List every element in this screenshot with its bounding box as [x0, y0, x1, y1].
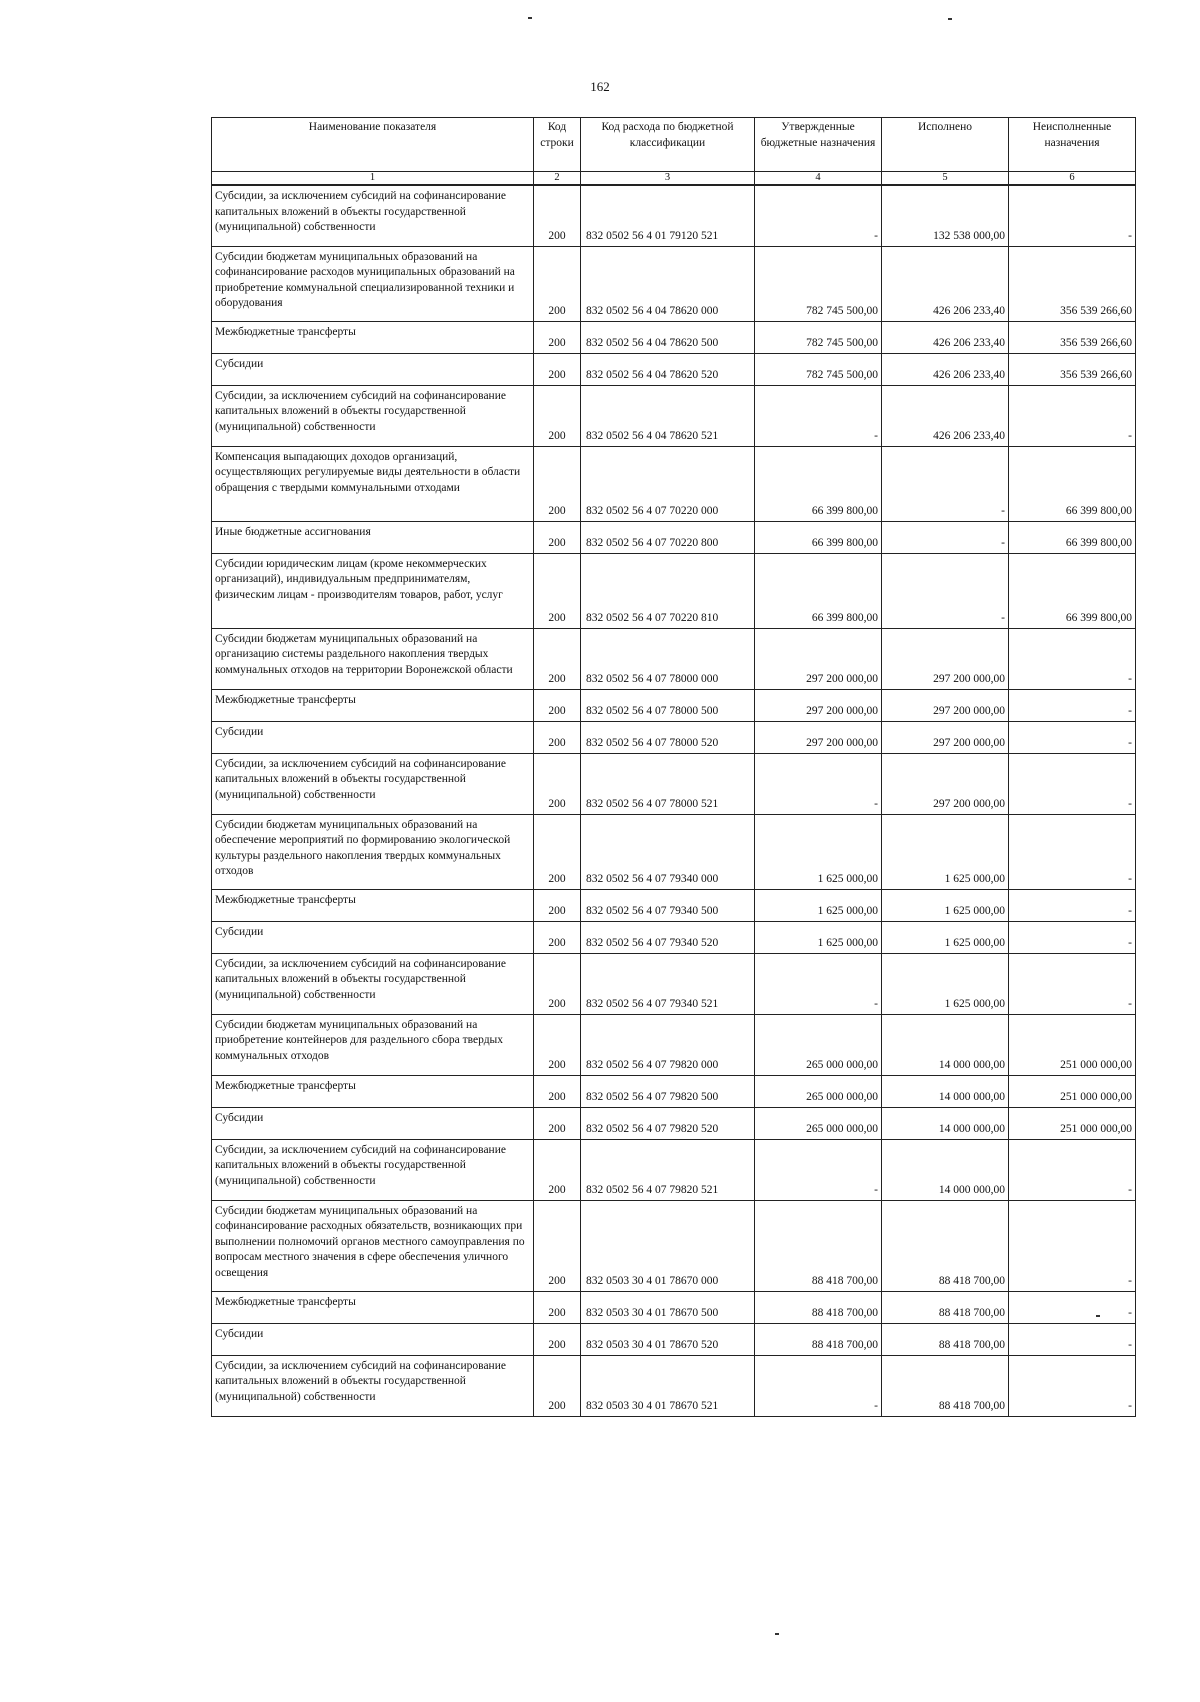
scan-artifact-mark [948, 18, 952, 20]
row-approved: 265 000 000,00 [755, 1075, 882, 1107]
row-line-code: 200 [534, 1107, 581, 1139]
header-line-code: Код строки [534, 118, 581, 172]
row-approved: 297 200 000,00 [755, 628, 882, 689]
table-row [212, 553, 1136, 628]
table-body [212, 185, 1136, 1416]
column-number: 5 [882, 172, 1009, 186]
row-executed: 88 418 700,00 [882, 1200, 1009, 1291]
row-class-code: 832 0502 56 4 07 70220 810 [581, 553, 755, 628]
row-line-code: 200 [534, 321, 581, 353]
row-unexecuted: - [1009, 1200, 1136, 1291]
table-row [212, 521, 1136, 553]
row-unexecuted: - [1009, 1323, 1136, 1355]
row-class-code: 832 0502 56 4 07 78000 521 [581, 753, 755, 814]
table-header-row [212, 118, 1136, 172]
row-name: Субсидии бюджетам муниципальных образований на обеспечение мероприятий по формированию экологической культуры раздельного накопления твердых коммунальных отходов [212, 814, 534, 889]
scan-artifact-mark [528, 17, 532, 19]
row-class-code: 832 0502 56 4 07 79340 000 [581, 814, 755, 889]
table-row [212, 1107, 1136, 1139]
table-row [212, 889, 1136, 921]
row-executed: 426 206 233,40 [882, 246, 1009, 321]
row-unexecuted: 66 399 800,00 [1009, 521, 1136, 553]
table-row [212, 1291, 1136, 1323]
column-number: 2 [534, 172, 581, 186]
row-line-code: 200 [534, 185, 581, 246]
row-line-code: 200 [534, 1139, 581, 1200]
row-line-code: 200 [534, 689, 581, 721]
row-line-code: 200 [534, 1323, 581, 1355]
row-unexecuted: - [1009, 953, 1136, 1014]
row-executed: 297 200 000,00 [882, 628, 1009, 689]
row-name: Субсидии [212, 721, 534, 753]
row-unexecuted: - [1009, 1355, 1136, 1416]
row-approved: - [755, 1139, 882, 1200]
row-line-code: 200 [534, 889, 581, 921]
row-executed: 88 418 700,00 [882, 1323, 1009, 1355]
row-name: Субсидии бюджетам муниципальных образований на организацию системы раздельного накопления твердых коммунальных отходов на территории Воронежской области [212, 628, 534, 689]
column-numbers-row [212, 172, 1136, 186]
row-approved: 782 745 500,00 [755, 353, 882, 385]
row-line-code: 200 [534, 521, 581, 553]
row-unexecuted: - [1009, 385, 1136, 446]
row-class-code: 832 0502 56 4 07 79820 520 [581, 1107, 755, 1139]
row-approved: 88 418 700,00 [755, 1323, 882, 1355]
header-name: Наименование показателя [212, 118, 534, 172]
row-executed: 14 000 000,00 [882, 1014, 1009, 1075]
row-executed: 14 000 000,00 [882, 1107, 1009, 1139]
row-unexecuted: - [1009, 721, 1136, 753]
row-class-code: 832 0502 56 4 07 79340 521 [581, 953, 755, 1014]
row-approved: 1 625 000,00 [755, 814, 882, 889]
row-line-code: 200 [534, 1355, 581, 1416]
row-unexecuted: 251 000 000,00 [1009, 1107, 1136, 1139]
row-class-code: 832 0503 30 4 01 78670 521 [581, 1355, 755, 1416]
row-executed: - [882, 553, 1009, 628]
row-line-code: 200 [534, 721, 581, 753]
row-executed: 1 625 000,00 [882, 921, 1009, 953]
row-approved: 1 625 000,00 [755, 921, 882, 953]
row-name: Субсидии [212, 353, 534, 385]
table-row [212, 689, 1136, 721]
header-executed: Исполнено [882, 118, 1009, 172]
row-line-code: 200 [534, 1014, 581, 1075]
row-line-code: 200 [534, 1291, 581, 1323]
row-class-code: 832 0502 56 4 01 79120 521 [581, 185, 755, 246]
row-approved: 66 399 800,00 [755, 446, 882, 521]
row-name: Субсидии бюджетам муниципальных образований на софинансирование расходных обязательств, возникающих при выполнении полномочий органов местного самоуправления по вопросам местного значения в сфере обеспечения уличного освещения [212, 1200, 534, 1291]
row-class-code: 832 0502 56 4 07 79340 520 [581, 921, 755, 953]
row-name: Субсидии, за исключением субсидий на софинансирование капитальных вложений в объекты государственной (муниципальной) собственности [212, 953, 534, 1014]
row-executed: 297 200 000,00 [882, 689, 1009, 721]
row-line-code: 200 [534, 385, 581, 446]
row-class-code: 832 0502 56 4 07 78000 520 [581, 721, 755, 753]
row-name: Субсидии, за исключением субсидий на софинансирование капитальных вложений в объекты государственной (муниципальной) собственности [212, 1139, 534, 1200]
row-line-code: 200 [534, 953, 581, 1014]
table-row [212, 1014, 1136, 1075]
row-unexecuted: 356 539 266,60 [1009, 246, 1136, 321]
row-unexecuted: 251 000 000,00 [1009, 1014, 1136, 1075]
header-unexecuted: Неисполненные назначения [1009, 118, 1136, 172]
table-row [212, 446, 1136, 521]
row-unexecuted: 356 539 266,60 [1009, 353, 1136, 385]
row-executed: 14 000 000,00 [882, 1139, 1009, 1200]
row-line-code: 200 [534, 1075, 581, 1107]
row-line-code: 200 [534, 353, 581, 385]
row-executed: 297 200 000,00 [882, 753, 1009, 814]
row-executed: 426 206 233,40 [882, 353, 1009, 385]
row-name: Субсидии, за исключением субсидий на софинансирование капитальных вложений в объекты государственной (муниципальной) собственности [212, 385, 534, 446]
row-class-code: 832 0502 56 4 07 79340 500 [581, 889, 755, 921]
row-name: Межбюджетные трансферты [212, 689, 534, 721]
column-number: 6 [1009, 172, 1136, 186]
row-class-code: 832 0502 56 4 04 78620 521 [581, 385, 755, 446]
row-executed: 1 625 000,00 [882, 889, 1009, 921]
row-approved: 66 399 800,00 [755, 521, 882, 553]
row-class-code: 832 0502 56 4 07 70220 800 [581, 521, 755, 553]
row-unexecuted: 356 539 266,60 [1009, 321, 1136, 353]
row-unexecuted: 66 399 800,00 [1009, 446, 1136, 521]
row-line-code: 200 [534, 628, 581, 689]
row-unexecuted: - [1009, 889, 1136, 921]
row-approved: - [755, 385, 882, 446]
row-name: Иные бюджетные ассигнования [212, 521, 534, 553]
row-approved: 88 418 700,00 [755, 1200, 882, 1291]
table-row [212, 353, 1136, 385]
row-class-code: 832 0502 56 4 07 70220 000 [581, 446, 755, 521]
row-executed: 297 200 000,00 [882, 721, 1009, 753]
row-unexecuted: - [1009, 814, 1136, 889]
table-row [212, 1200, 1136, 1291]
row-unexecuted: 66 399 800,00 [1009, 553, 1136, 628]
row-unexecuted: - [1009, 628, 1136, 689]
table-row [212, 185, 1136, 246]
scan-artifact-mark [775, 1633, 779, 1635]
row-executed: 14 000 000,00 [882, 1075, 1009, 1107]
row-class-code: 832 0502 56 4 07 78000 000 [581, 628, 755, 689]
row-class-code: 832 0502 56 4 04 78620 520 [581, 353, 755, 385]
page-number: 162 [590, 79, 610, 94]
row-executed: - [882, 521, 1009, 553]
row-approved: 297 200 000,00 [755, 721, 882, 753]
row-unexecuted: - [1009, 1139, 1136, 1200]
row-approved: 782 745 500,00 [755, 246, 882, 321]
row-unexecuted: - [1009, 185, 1136, 246]
table-row [212, 385, 1136, 446]
row-line-code: 200 [534, 753, 581, 814]
column-number: 1 [212, 172, 534, 186]
row-executed: - [882, 446, 1009, 521]
table-row [212, 321, 1136, 353]
row-name: Субсидии [212, 1107, 534, 1139]
row-approved: - [755, 953, 882, 1014]
row-executed: 88 418 700,00 [882, 1355, 1009, 1416]
row-name: Субсидии бюджетам муниципальных образований на приобретение контейнеров для раздельного сбора твердых коммунальных отходов [212, 1014, 534, 1075]
row-class-code: 832 0503 30 4 01 78670 520 [581, 1323, 755, 1355]
row-name: Компенсация выпадающих доходов организаций, осуществляющих регулируемые виды деятельности в области обращения с твердыми коммунальными отходами [212, 446, 534, 521]
row-name: Субсидии, за исключением субсидий на софинансирование капитальных вложений в объекты государственной (муниципальной) собственности [212, 185, 534, 246]
budget-report-table [211, 117, 1136, 1417]
table-row [212, 814, 1136, 889]
row-executed: 1 625 000,00 [882, 953, 1009, 1014]
row-approved: 265 000 000,00 [755, 1107, 882, 1139]
table-row [212, 953, 1136, 1014]
table-row [212, 246, 1136, 321]
table-row [212, 753, 1136, 814]
row-class-code: 832 0502 56 4 07 79820 000 [581, 1014, 755, 1075]
header-class-code: Код расхода по бюджетной классификации [581, 118, 755, 172]
table-row [212, 628, 1136, 689]
row-line-code: 200 [534, 921, 581, 953]
row-name: Субсидии, за исключением субсидий на софинансирование капитальных вложений в объекты государственной (муниципальной) собственности [212, 753, 534, 814]
row-executed: 426 206 233,40 [882, 385, 1009, 446]
row-class-code: 832 0502 56 4 04 78620 500 [581, 321, 755, 353]
row-approved: 297 200 000,00 [755, 689, 882, 721]
row-name: Межбюджетные трансферты [212, 321, 534, 353]
column-number: 3 [581, 172, 755, 186]
row-unexecuted: - [1009, 753, 1136, 814]
row-class-code: 832 0503 30 4 01 78670 500 [581, 1291, 755, 1323]
header-approved: Утвержденные бюджетные назначения [755, 118, 882, 172]
row-unexecuted: - [1009, 921, 1136, 953]
row-approved: 88 418 700,00 [755, 1291, 882, 1323]
table-row [212, 1323, 1136, 1355]
row-name: Субсидии [212, 921, 534, 953]
row-line-code: 200 [534, 246, 581, 321]
row-executed: 1 625 000,00 [882, 814, 1009, 889]
row-name: Межбюджетные трансферты [212, 889, 534, 921]
row-line-code: 200 [534, 553, 581, 628]
row-unexecuted: - [1009, 1291, 1136, 1323]
row-name: Субсидии [212, 1323, 534, 1355]
row-line-code: 200 [534, 814, 581, 889]
row-executed: 132 538 000,00 [882, 185, 1009, 246]
table-row [212, 1139, 1136, 1200]
row-approved: 66 399 800,00 [755, 553, 882, 628]
column-number: 4 [755, 172, 882, 186]
row-approved: - [755, 1355, 882, 1416]
row-unexecuted: - [1009, 689, 1136, 721]
row-line-code: 200 [534, 446, 581, 521]
row-name: Субсидии, за исключением субсидий на софинансирование капитальных вложений в объекты государственной (муниципальной) собственности [212, 1355, 534, 1416]
row-class-code: 832 0502 56 4 07 79820 521 [581, 1139, 755, 1200]
row-approved: 782 745 500,00 [755, 321, 882, 353]
row-class-code: 832 0502 56 4 04 78620 000 [581, 246, 755, 321]
row-unexecuted: 251 000 000,00 [1009, 1075, 1136, 1107]
row-name: Межбюджетные трансферты [212, 1075, 534, 1107]
row-approved: - [755, 185, 882, 246]
row-approved: 265 000 000,00 [755, 1014, 882, 1075]
row-line-code: 200 [534, 1200, 581, 1291]
row-approved: - [755, 753, 882, 814]
row-name: Субсидии бюджетам муниципальных образований на софинансирование расходов муниципальных образований на приобретение коммунальной специализированной техники и оборудования [212, 246, 534, 321]
row-class-code: 832 0503 30 4 01 78670 000 [581, 1200, 755, 1291]
row-class-code: 832 0502 56 4 07 78000 500 [581, 689, 755, 721]
row-class-code: 832 0502 56 4 07 79820 500 [581, 1075, 755, 1107]
row-executed: 88 418 700,00 [882, 1291, 1009, 1323]
table-row [212, 721, 1136, 753]
row-name: Межбюджетные трансферты [212, 1291, 534, 1323]
table-row [212, 1075, 1136, 1107]
row-executed: 426 206 233,40 [882, 321, 1009, 353]
row-name: Субсидии юридическим лицам (кроме некоммерческих организаций), индивидуальным предпринимателям, физическим лицам - производителям товаров, работ, услуг [212, 553, 534, 628]
table-row [212, 1355, 1136, 1416]
table-row [212, 921, 1136, 953]
row-approved: 1 625 000,00 [755, 889, 882, 921]
